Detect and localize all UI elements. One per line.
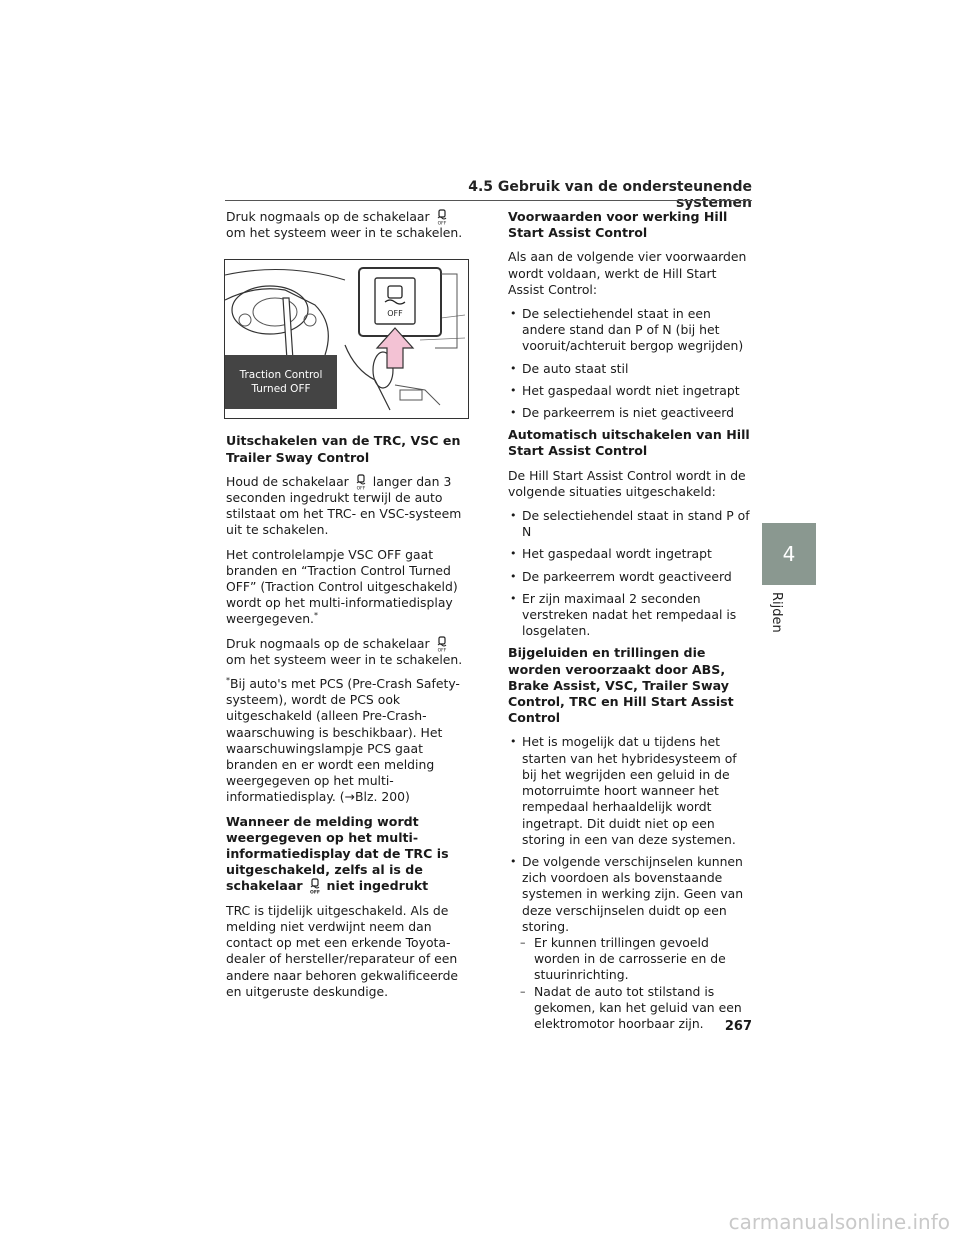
conditions-list <box>508 306 754 421</box>
text: om het systeem weer in te schakelen. <box>226 225 463 241</box>
text: Het controlelampje VSC OFF gaat branden en “Traction Control Turned OFF” (Traction Control uitgeschakeld) wordt op het multi-informatiedisplay weergegeven. <box>226 546 458 627</box>
heading-trc-message <box>226 814 472 895</box>
list-item: • Er zijn maximaal 2 seconden verstreken nadat het rempedaal is losgelaten. <box>508 591 754 640</box>
chapter-tab: 4 <box>762 523 816 585</box>
switch-icon-text: OFF <box>437 221 446 225</box>
left-column <box>226 209 472 1008</box>
switch-icon-text: OFF <box>356 486 366 490</box>
list-item: • De parkeerrem is niet geactiveerd <box>508 405 754 421</box>
left-paragraph-1 <box>226 209 472 241</box>
vsc-off-switch-icon <box>307 878 323 894</box>
text: Druk nogmaals op de schakelaar <box>226 635 430 651</box>
sub-list <box>508 935 754 1032</box>
list-item: • De selectiehendel staat in stand P of N <box>508 508 754 540</box>
off-button-label: OFF <box>387 309 403 319</box>
header-divider <box>225 200 752 201</box>
figure-label: Traction Control Turned OFF <box>225 355 337 409</box>
list-item: • De parkeerrem wordt geactiveerd <box>508 569 754 585</box>
chapter-label: Rijden <box>769 592 784 633</box>
text: om het systeem weer in te schakelen. <box>226 651 463 667</box>
footnote-marker: * <box>313 611 318 621</box>
left-paragraph-4 <box>226 636 472 668</box>
vsc-off-switch-icon <box>353 474 369 490</box>
sub-list-item: – Er kunnen trillingen gevoeld worden in de carrosserie en de stuurinrichting. <box>508 935 754 984</box>
text: Houd de schakelaar <box>226 473 349 489</box>
left-paragraph-3 <box>226 547 472 628</box>
text: niet ingedrukt <box>326 878 429 894</box>
footnote-marker: * <box>226 675 230 685</box>
list-item: • Het gaspedaal wordt ingetrapt <box>508 546 754 562</box>
list-item <box>508 854 754 1032</box>
list-item: • De auto staat stil <box>508 361 754 377</box>
page-number: 267 <box>724 1019 752 1034</box>
right-column <box>508 209 754 1038</box>
section-header: 4.5 Gebruik van de ondersteunende systemen <box>468 179 752 211</box>
heading-noises-vibrations: Bijgeluiden en trillingen die worden veroorzaakt door ABS, Brake Assist, VSC, Trailer Sway Control, TRC en Hill Start Assist Control <box>508 645 734 726</box>
vsc-off-switch-icon <box>434 636 450 652</box>
left-paragraph-5: TRC is tijdelijk uitgeschakeld. Als de melding niet verdwijnt neem dan contact op met een erkende Toyota-dealer of hersteller/reparateur of een andere naar behoren gekwalificeerde en uitgeruste deskundige. <box>226 902 459 999</box>
sub-list-item: – Nadat de auto tot stilstand is gekomen, kan het geluid van een elektromotor hoorbaar zijn. <box>508 984 754 1033</box>
auto-off-list <box>508 508 754 639</box>
list-item: • Het gaspedaal wordt niet ingetrapt <box>508 383 754 399</box>
noises-list <box>508 734 754 1032</box>
text: Wanneer de melding wordt weergegeven op het multi-informatiedisplay dat de TRC is uitgeschakeld, zelfs al is de schakelaar <box>226 813 449 894</box>
right-paragraph-2: De Hill Start Assist Control wordt in de volgende situaties uitgeschakeld: <box>508 467 746 499</box>
list-item: • Het is mogelijk dat u tijdens het starten van het hybridesysteem of bij het wegrijden een geluid in de motorruimte hoort wanneer het rempedaal herhaaldelijk wordt ingetrapt. Dit duidt niet op een storing in een van deze systemen. <box>508 734 754 847</box>
dashboard-figure <box>224 259 469 419</box>
list-item: • De selectiehendel staat in een andere stand dan P of N (bij het vooruit/achteruit bergop wegrijden) <box>508 306 754 355</box>
watermark: carmanualsonline.info <box>728 1210 950 1234</box>
switch-icon-text: OFF <box>309 890 320 895</box>
text: langer dan 3 seconden ingedrukt terwijl de auto stilstaat om het TRC- en VSC-systeem uit te schakelen. <box>226 473 462 538</box>
left-paragraph-2 <box>226 474 472 539</box>
vsc-off-switch-icon <box>434 209 450 225</box>
heading-hill-start-conditions: Voorwaarden voor werking Hill Start Assist Control <box>508 209 728 241</box>
switch-icon-text: OFF <box>437 648 446 652</box>
right-paragraph-1: Als aan de volgende vier voorwaarden wordt voldaan, werkt de Hill Start Assist Control: <box>508 249 747 297</box>
heading-hill-start-auto-off: Automatisch uitschakelen van Hill Start Assist Control <box>508 427 750 459</box>
footnote-text: Bij auto's met PCS (Pre-Crash Safety-systeem), wordt de PCS ook uitgeschakeld (alleen Pre-Crash-waarschuwing is beschikbaar). Het waarschuwingslampje PCS gaat branden en er wordt een melding weergegeven op het multi-informatiedisplay. (→Blz. 200) <box>226 676 460 805</box>
text: Druk nogmaals op de schakelaar <box>226 209 430 224</box>
heading-disable-trc: Uitschakelen van de TRC, VSC en Trailer Sway Control <box>226 433 461 465</box>
list-item-text: De volgende verschijnselen kunnen zich voordoen als bovenstaande systemen in werking zijn. Geen van deze verschijnselen duidt op een storing. <box>522 853 744 934</box>
footnote <box>226 676 472 806</box>
